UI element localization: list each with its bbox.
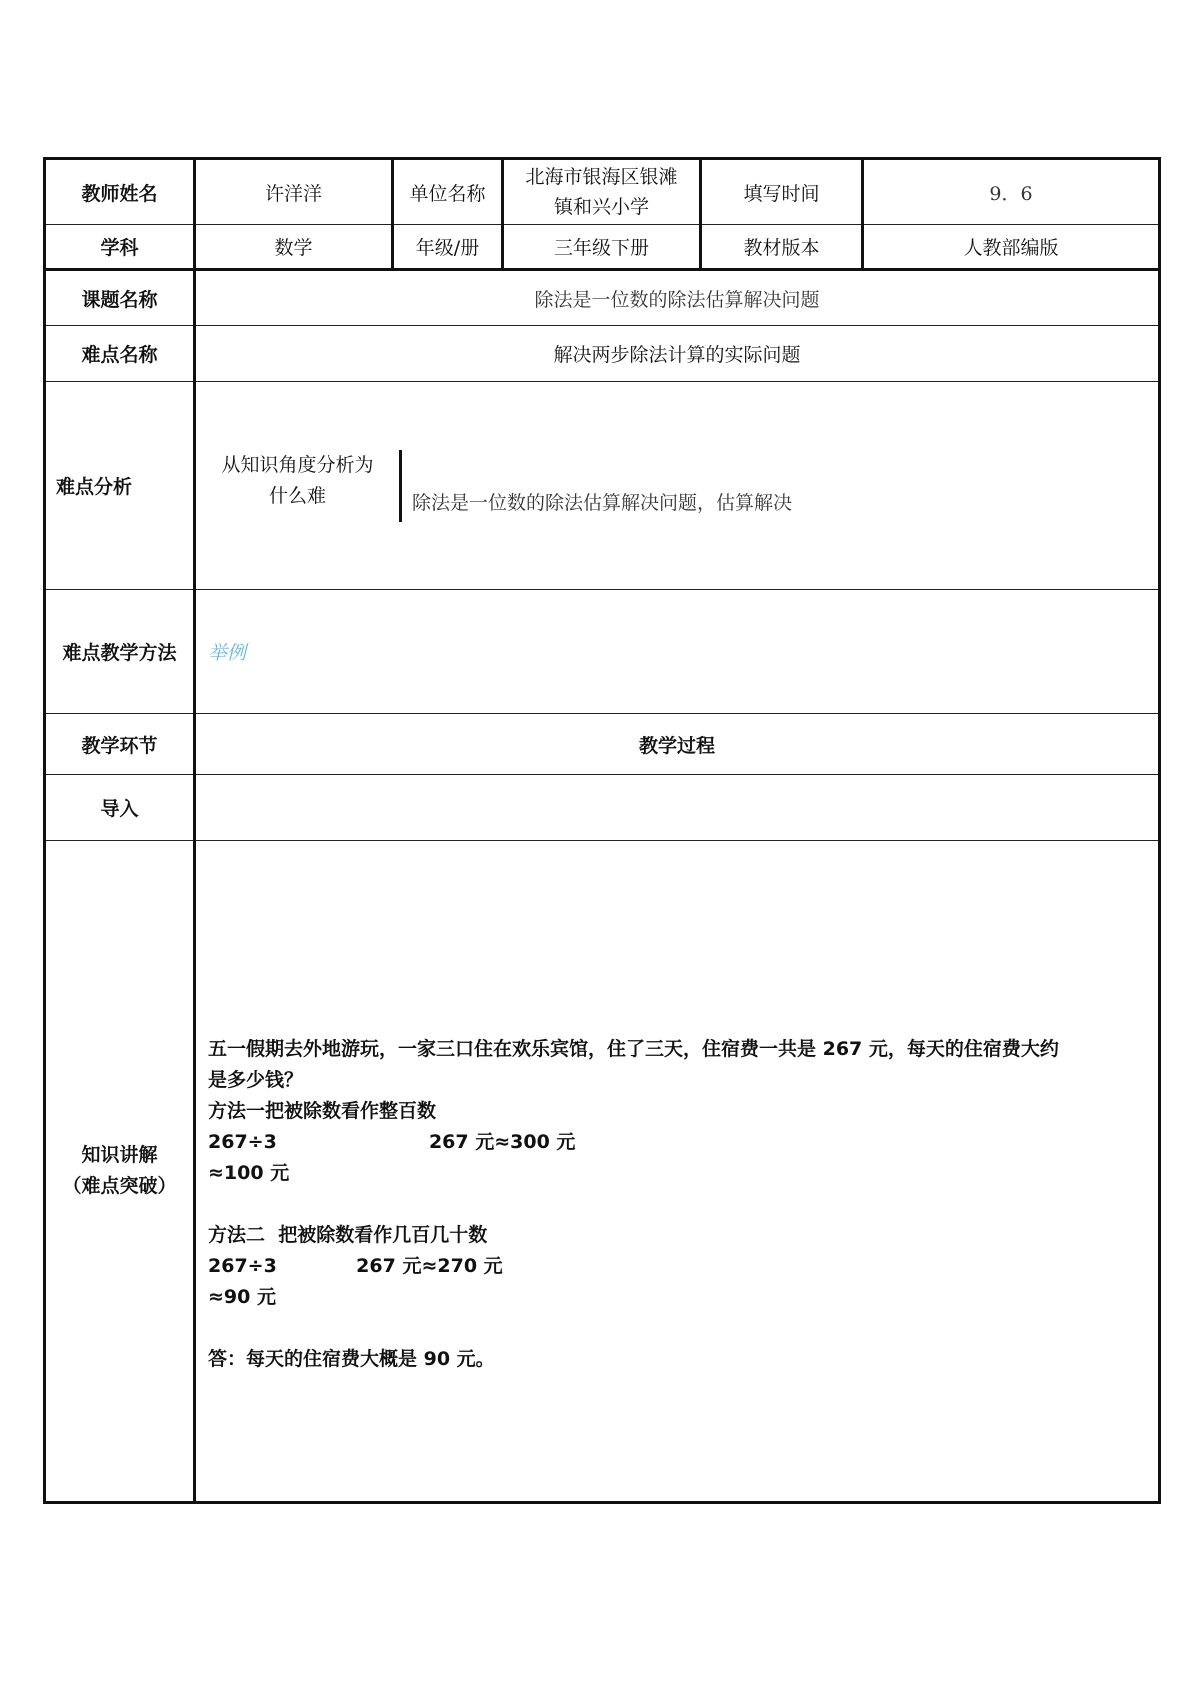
teacher-label: 教师姓名 [45,159,195,225]
lesson-plan-table [43,157,1161,1504]
unit-value-line2: 镇和兴小学 [553,196,649,218]
method-one-result: ≈100 元 [208,1162,290,1184]
analysis-cell [195,382,1160,590]
lesson-plan-sheet [43,157,1158,1504]
header-row-1 [45,159,1160,225]
unit-value [503,159,701,225]
knowledge-row [45,841,1160,1503]
difficulty-row [45,326,1160,382]
unit-label: 单位名称 [393,159,503,225]
analysis-inner-table [196,450,1158,522]
method-row [45,590,1160,714]
method-two-result: ≈90 元 [208,1286,276,1308]
intro-row [45,775,1160,841]
topic-value: 除法是一位数的除法估算解决问题 [195,270,1160,326]
difficulty-label: 难点名称 [45,326,195,382]
header-row-2 [45,225,1160,270]
intro-value [195,775,1160,841]
analysis-value: 除法是一位数的除法估算解决问题，估算解决 [412,492,793,514]
knowledge-label-line1: 知识讲解 [81,1144,158,1166]
process-stage-label: 教学环节 [45,714,195,775]
knowledge-label-line2: （难点突破） [62,1175,177,1197]
process-header-row [45,714,1160,775]
method-two-calc: 267÷3 267 元≈270 元 [208,1255,503,1277]
knowledge-content [195,841,1160,1503]
answer-line: 答：每天的住宿费大概是 90 元。 [208,1348,495,1370]
method-two-title: 方法二 把被除数看作几百几十数 [208,1224,488,1246]
problem-line-1: 五一假期去外地游玩，一家三口住在欢乐宾馆，住了三天，住宿费一共是 267 元，每天的住宿费大约 [208,1038,1059,1060]
analysis-sub-label [196,450,401,522]
subject-label: 学科 [45,225,195,270]
process-label: 教学过程 [195,714,1160,775]
intro-label: 导入 [45,775,195,841]
analysis-sub-label-line2: 什么难 [268,484,326,507]
method-value: 举例 [195,590,1160,714]
analysis-row [45,382,1160,590]
grade-value: 三年级下册 [503,225,701,270]
difficulty-value: 解决两步除法计算的实际问题 [195,326,1160,382]
blank-line [208,1189,1146,1220]
knowledge-label [45,841,195,1503]
topic-row [45,270,1160,326]
unit-value-line1: 北海市银海区银滩 [525,166,678,188]
grade-label: 年级/册 [393,225,503,270]
problem-line-2: 是多少钱？ [208,1069,304,1091]
method-one-calc: 267÷3 267 元≈300 元 [208,1131,576,1153]
edition-value: 人教部编版 [863,225,1160,270]
analysis-sub-label-line1: 从知识角度分析为 [221,453,374,476]
analysis-label: 难点分析 [45,382,195,590]
teacher-value: 许洋洋 [195,159,393,225]
date-label: 填写时间 [701,159,863,225]
date-value: 9．6 [863,159,1160,225]
method-label: 难点教学方法 [45,590,195,714]
edition-label: 教材版本 [701,225,863,270]
blank-line [208,1313,1146,1344]
method-one-title: 方法一把被除数看作整百数 [208,1100,437,1122]
subject-value: 数学 [195,225,393,270]
topic-label: 课题名称 [45,270,195,326]
